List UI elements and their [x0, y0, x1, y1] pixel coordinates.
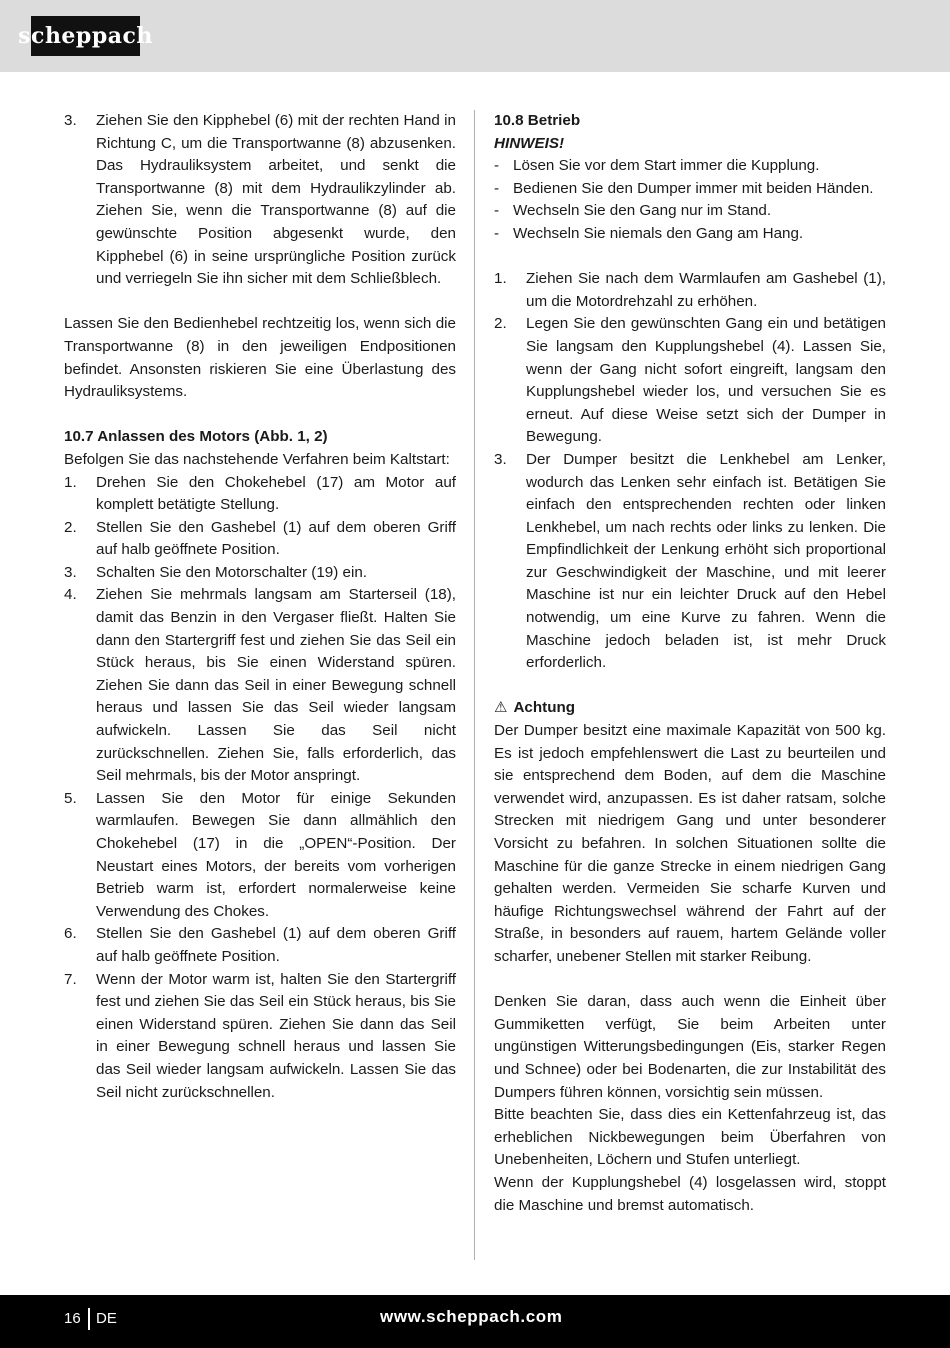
- list-number: 2.: [64, 518, 77, 536]
- list-text: Der Dumper besitzt die Lenkhebel am Lenker, wodurch das Lenken sehr einfach ist. Betätigen Sie einfach den entsprechenden rechten oder linken Lenkhebel, um nach rechts oder links zu lenken. Die Empfindlichkeit der Lenkung erhöht sich proportional zur Geschwindigkeit der Maschine, und mit leerer Maschine ist nur ein leichter Druck auf den Hebel notwendig, um eine Kurve zu fahren. Wenn die Maschine jedoch beladen ist, ist mehr Druck erforderlich.: [526, 450, 886, 672]
- list-number: 6.: [64, 925, 77, 943]
- footer-bar: [0, 1295, 950, 1348]
- list-text: Ziehen Sie den Kipphebel (6) mit der rechten Hand in Richtung C, um die Transportwanne (8) abzusenken. Das Hydrauliksystem arbeitet, und senkt die Transportwanne (8) mit dem Hydraulikzylinder ab. Ziehen Sie, wenn die Transportwanne (8) auf die gewünschte Position abgesenkt wurde, den Kipphebel (6) in seine ursprüngliche Position zurück und verriegeln Sie ihn sicher mit dem Schließblech.: [96, 112, 456, 288]
- note-label: HINWEIS!: [494, 134, 565, 152]
- list-text: Wenn der Motor warm ist, halten Sie den Startergriff fest und ziehen Sie das Seil ein Stück heraus, bis Sie einen Widerstand spüren. Ziehen Sie dann das Seil in einer Bewegung schnell heraus und lassen Sie das Seil wieder langsam aufwickeln. Lassen Sie das Seil nicht zurückschnellen.: [96, 970, 456, 1101]
- list-item: [494, 313, 886, 449]
- list-text: Drehen Sie den Chokehebel (17) am Motor auf komplett betätigte Stellung.: [96, 473, 456, 514]
- website-link[interactable]: www.scheppach.com: [380, 1307, 563, 1326]
- note-text: Lösen Sie vor dem Start immer die Kupplung.: [513, 157, 820, 175]
- list-number: 2.: [494, 315, 507, 333]
- left-column: [64, 110, 456, 1104]
- list-number: 3.: [64, 112, 77, 129]
- list-text: Schalten Sie den Motorschalter (19) ein.: [96, 563, 367, 581]
- body-paragraph: Wenn der Kupplungshebel (4) losgelassen wird, stoppt die Maschine und bremst automatisch.: [494, 1173, 886, 1214]
- list-item: [64, 923, 456, 968]
- list-item: [64, 517, 456, 562]
- language-code: DE: [96, 1310, 117, 1327]
- warning-triangle-icon: ⚠: [494, 699, 508, 717]
- list-text: Lassen Sie den Motor für einige Sekunden warmlaufen. Bewegen Sie dann allmählich den Chokehebel (17) in die „OPEN“-Position. Der Neustart eines Motors, der bereits vom vorherigen Betrieb warm ist, erfordert normalerweise keine Verwendung des Chokes.: [96, 789, 456, 920]
- body-paragraph: Denken Sie daran, dass auch wenn die Einheit über Gummiketten verfügt, Sie beim Arbeiten unter ungünstigen Witterungsbedingungen (Eis, starker Regen und Schnee) oder bei Bodenarten, die zur Instabilität des Dumpers führen können, vorsichtig sein müssen.: [494, 993, 886, 1101]
- page-number: 16: [64, 1310, 81, 1327]
- note-item: [494, 155, 886, 178]
- warning-label: Achtung: [513, 699, 576, 717]
- body-paragraph: Bitte beachten Sie, dass dies ein Kettenfahrzeug ist, das erheblichen Nickbewegungen beim Überfahren von Unebenheiten, Löchern und Stufen unterliegt.: [494, 1106, 886, 1169]
- list-text: Legen Sie den gewünschten Gang ein und betätigen Sie langsam den Kupplungshebel (4). Lassen Sie, wenn der Gang nicht sofort eingreift, langsam den Kupplungshebel wieder los, und versuchen Sie es erneut. Auf diese Weise setzt sich der Dumper in Bewegung.: [526, 315, 886, 446]
- list-item: [64, 584, 456, 787]
- intro-paragraph: Befolgen Sie das nachstehende Verfahren beim Kaltstart:: [64, 450, 450, 468]
- column-divider: [474, 110, 475, 1260]
- right-column: [494, 110, 886, 1217]
- dash-bullet: -: [494, 157, 500, 175]
- note-item: [494, 223, 886, 246]
- dash-bullet: -: [494, 224, 500, 242]
- note-text: Wechseln Sie den Gang nur im Stand.: [513, 202, 772, 220]
- section-heading-10-8: 10.8 Betrieb: [494, 112, 581, 129]
- note-item: [494, 200, 886, 223]
- note-text: Bedienen Sie den Dumper immer mit beiden Händen.: [513, 179, 874, 197]
- list-item: [64, 110, 456, 291]
- list-number: 3.: [494, 450, 507, 468]
- note-item: [494, 178, 886, 201]
- list-number: 7.: [64, 970, 77, 988]
- list-number: 1.: [64, 473, 77, 491]
- warning-paragraph: Der Dumper besitzt eine maximale Kapazität von 500 kg. Es ist jedoch empfehlenswert die Last zu beurteilen und sie entsprechend dem Boden, auf dem die Maschine verwendet wird, anzupassen. Es ist daher ratsam, solche Strecken mit niedrigem Gang und unter besonderer Vorsicht zu befahren. In solchen Situationen sollte die Maschine für die ganze Strecke in einem niedrigen Gang gehalten werden. Vermeiden Sie scharfe Kurven und häufige Richtungswechsel während der Fahrt auf der Straße, in besonders auf rauem, hartem Gelände voller scharfer, unebener Stellen mit starker Reibung.: [494, 722, 886, 965]
- list-item: [494, 268, 886, 313]
- dash-bullet: -: [494, 179, 500, 197]
- note-text: Wechseln Sie niemals den Gang am Hang.: [513, 224, 804, 242]
- list-number: 1.: [494, 270, 507, 288]
- footer-separator: [88, 1308, 90, 1330]
- list-item: [64, 562, 456, 585]
- list-item: [64, 969, 456, 1105]
- list-text: Ziehen Sie nach dem Warmlaufen am Gashebel (1), um die Motordrehzahl zu erhöhen.: [526, 270, 886, 310]
- dash-bullet: -: [494, 202, 500, 220]
- list-item: [64, 788, 456, 924]
- list-item: [494, 449, 886, 675]
- scheppach-logo: scheppach: [31, 16, 140, 56]
- list-text: Stellen Sie den Gashebel (1) auf dem oberen Griff auf halb geöffnete Position.: [96, 925, 456, 965]
- list-number: 3.: [64, 563, 77, 581]
- list-text: Stellen Sie den Gashebel (1) auf dem oberen Griff auf halb geöffnete Position.: [96, 518, 456, 559]
- list-item: [64, 472, 456, 517]
- body-paragraph: Lassen Sie den Bedienhebel rechtzeitig los, wenn sich die Transportwanne (8) in den jeweiligen Endpositionen befindet. Ansonsten riskieren Sie eine Überlastung des Hydrauliksystems.: [64, 315, 456, 401]
- warning-heading: [494, 697, 886, 720]
- header-bar: [0, 0, 950, 72]
- section-heading-10-7: 10.7 Anlassen des Motors (Abb. 1, 2): [64, 428, 328, 446]
- list-text: Ziehen Sie mehrmals langsam am Starterseil (18), damit das Benzin in den Vergaser fließt. Halten Sie dann den Startergriff fest und ziehen Sie das Seil ein Stück heraus, bis Sie einen Widerstand spüren. Ziehen Sie dann das Seil in einer Bewegung schnell heraus und lassen Sie das Seil wieder langsam aufwickeln. Lassen Sie das Seil nicht zurückschnellen. Ziehen Sie, falls erforderlich, das Seil mehrmals, bis der Motor anspringt.: [96, 586, 456, 785]
- list-number: 4.: [64, 586, 77, 604]
- list-number: 5.: [64, 789, 77, 807]
